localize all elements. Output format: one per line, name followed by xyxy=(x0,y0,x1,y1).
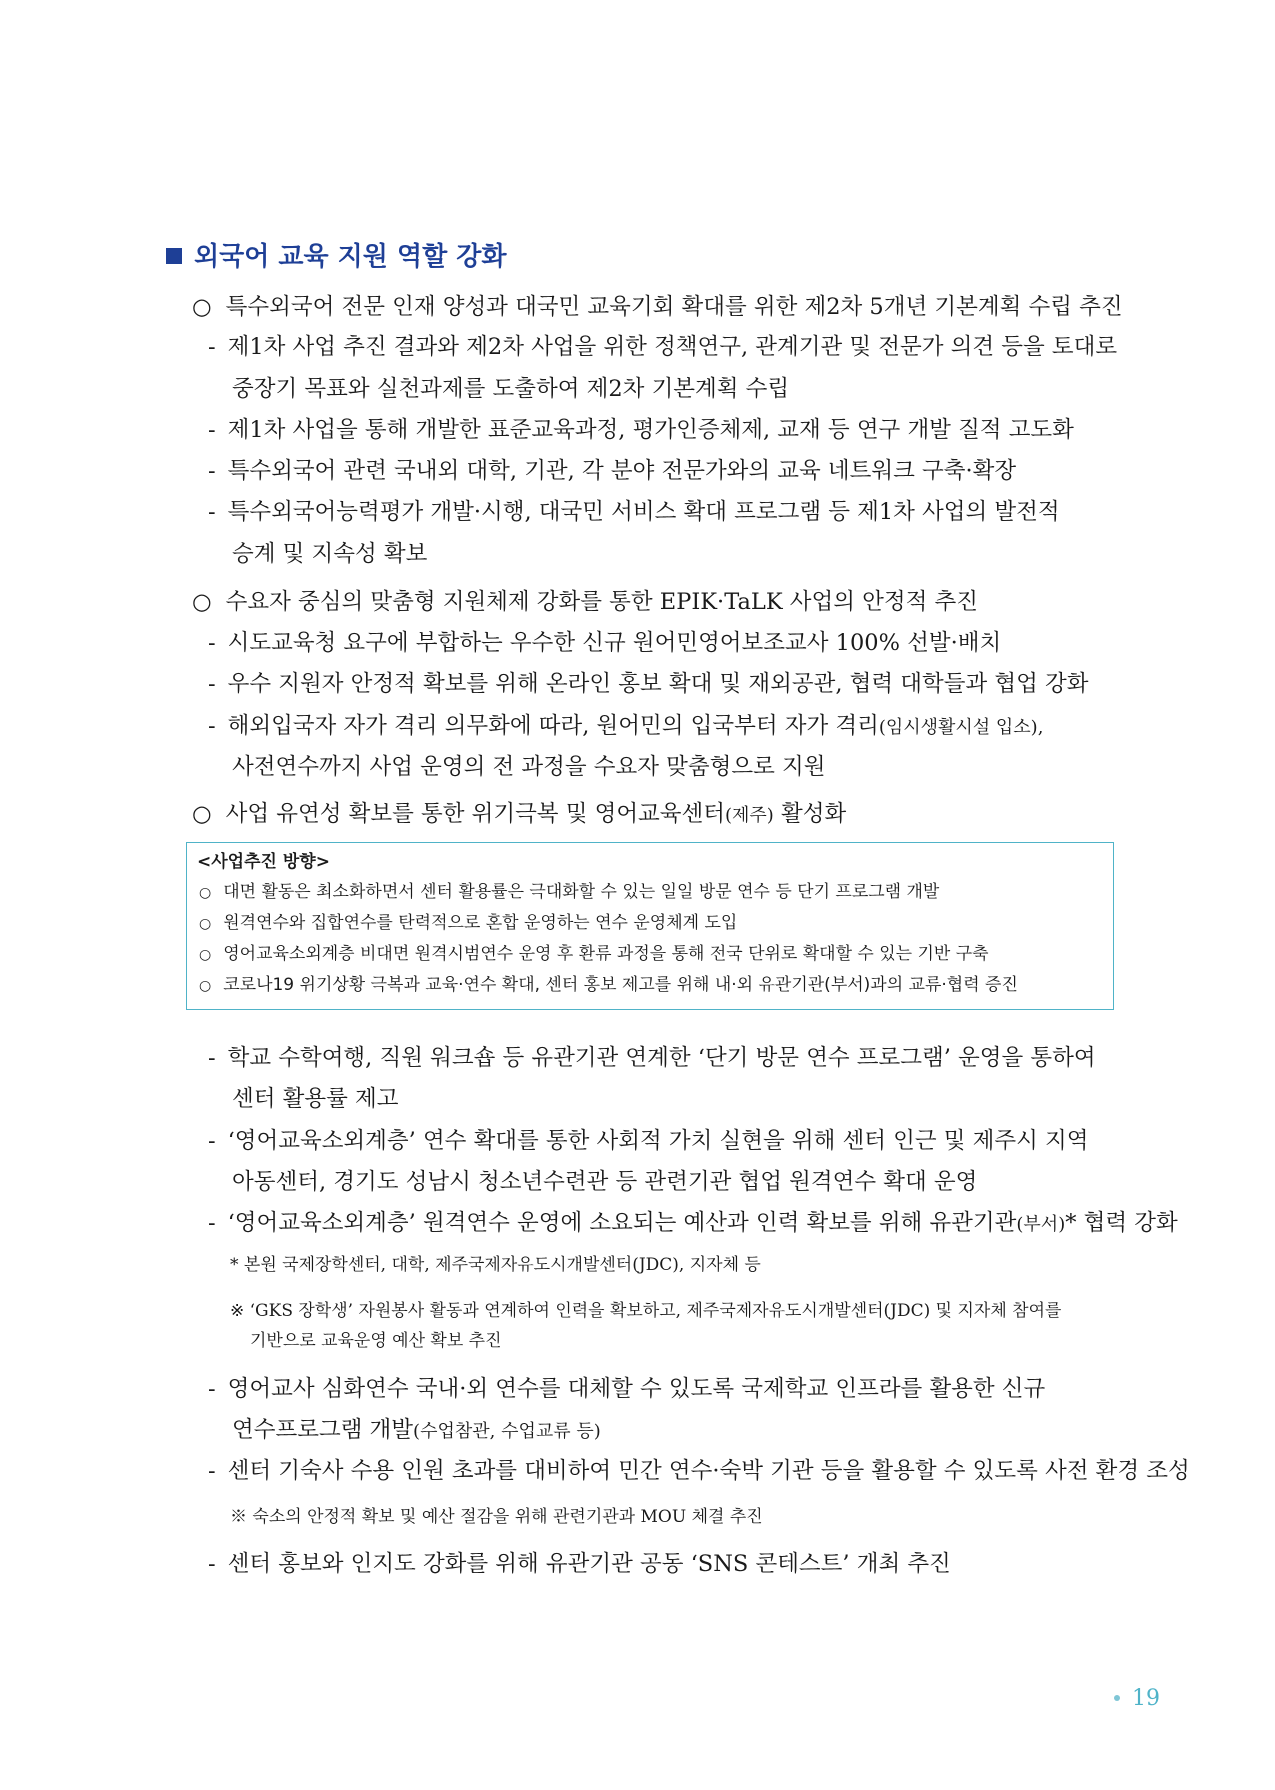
circle-bullet: ○ xyxy=(192,589,212,615)
box-list-item: ○ 영어교육소외계층 비대면 원격시범연수 운영 후 환류 과정을 통해 전국 단위로 확대할 수 있는 기반 구축 xyxy=(199,941,989,968)
direction-box xyxy=(186,842,1114,1010)
dash-item: - 특수외국어 관련 국내외 대학, 기관, 각 분야 전문가와의 교육 네트워크 구축·확장 xyxy=(208,458,1017,484)
circle-bullet: ○ xyxy=(199,978,212,994)
circle-item: ○ 특수외국어 전문 인재 양성과 대국민 교육기회 확대를 위한 제2차 5개년 기본계획 수립 추진 xyxy=(192,294,1123,320)
dash-bullet: - xyxy=(208,1376,216,1402)
page-number: 19 xyxy=(1114,1686,1160,1711)
circle-bullet: ○ xyxy=(192,294,212,320)
circle-bullet: ○ xyxy=(199,947,212,963)
circle-item: ○ 사업 유연성 확보를 통한 위기극복 및 영어교육센터(제주) 활성화 xyxy=(192,801,847,827)
dash-item: - 영어교사 심화연수 국내·외 연수를 대체할 수 있도록 국제학교 인프라를 활용한 신규 xyxy=(208,1376,1046,1402)
dash-bullet: - xyxy=(208,1128,216,1154)
box-list-item: ○ 코로나19 위기상황 극복과 교육·연수 확대, 센터 홍보 제고를 위해 내·외 유관기관(부서)과의 교류·협력 증진 xyxy=(199,972,1018,999)
dash-bullet: - xyxy=(208,1045,216,1071)
circle-bullet: ○ xyxy=(199,916,212,932)
dash-bullet: - xyxy=(208,1458,216,1484)
continuation-line: 연수프로그램 개발(수업참관, 수업교류 등) xyxy=(232,1417,601,1443)
continuation-line: 승계 및 지속성 확보 xyxy=(232,541,428,567)
reference-note: ※ 숙소의 안정적 확보 및 예산 절감을 위해 관련기관과 MOU 체결 추진 xyxy=(230,1507,763,1527)
dash-bullet: - xyxy=(208,417,216,443)
dash-item: - ‘영어교육소외계층’ 연수 확대를 통한 사회적 가치 실현을 위해 센터 인근 및 제주시 지역 xyxy=(208,1128,1089,1154)
dash-item: - 센터 기숙사 수용 인원 초과를 대비하여 민간 연수·숙박 기관 등을 활용할 수 있도록 사전 환경 조성 xyxy=(208,1458,1190,1484)
dash-item: - 특수외국어능력평가 개발·시행, 대국민 서비스 확대 프로그램 등 제1차 사업의 발전적 xyxy=(208,499,1060,525)
reference-marker: ※ xyxy=(230,1301,245,1321)
dash-item: - 해외입국자 자가 격리 의무화에 따라, 원어민의 입국부터 자가 격리(임시생활시설 입소), xyxy=(208,713,1044,739)
circle-bullet: ○ xyxy=(199,885,212,901)
dot-icon xyxy=(1114,1695,1120,1701)
reference-marker: ※ xyxy=(230,1507,247,1527)
dash-item: - 제1차 사업 추진 결과와 제2차 사업을 위한 정책연구, 관계기관 및 전문가 의견 등을 토대로 xyxy=(208,334,1118,360)
box-title: <사업추진 방향> xyxy=(197,852,330,872)
section-title: 외국어 교육 지원 역할 강화 xyxy=(166,236,506,273)
circle-item: ○ 수요자 중심의 맞춤형 지원체제 강화를 통한 EPIK·TaLK 사업의 안정적 추진 xyxy=(192,589,978,615)
continuation-line: 중장기 목표와 실천과제를 도출하여 제2차 기본계획 수립 xyxy=(232,376,790,402)
dash-bullet: - xyxy=(208,458,216,484)
box-list-item: ○ 대면 활동은 최소화하면서 센터 활용률은 극대화할 수 있는 일일 방문 연수 등 단기 프로그램 개발 xyxy=(199,879,939,906)
circle-bullet: ○ xyxy=(192,801,212,827)
dash-item: - 학교 수학여행, 직원 워크숍 등 유관기관 연계한 ‘단기 방문 연수 프로그램’ 운영을 통하여 xyxy=(208,1045,1096,1071)
footnote: * 본원 국제장학센터, 대학, 제주국제자유도시개발센터(JDC), 지자체 등 xyxy=(230,1255,761,1275)
dash-item: - 시도교육청 요구에 부합하는 우수한 신규 원어민영어보조교사 100% 선발·배치 xyxy=(208,630,1002,656)
dash-bullet: - xyxy=(208,671,216,697)
dash-bullet: - xyxy=(208,1551,216,1577)
dash-bullet: - xyxy=(208,499,216,525)
dash-bullet: - xyxy=(208,630,216,656)
continuation-line: 사전연수까지 사업 운영의 전 과정을 수요자 맞춤형으로 지원 xyxy=(232,754,826,780)
box-list-item: ○ 원격연수와 집합연수를 탄력적으로 혼합 운영하는 연수 운영체계 도입 xyxy=(199,910,737,937)
continuation-line: 기반으로 교육운영 예산 확보 추진 xyxy=(250,1331,502,1351)
reference-note: ※ ‘GKS 장학생’ 자원봉사 활동과 연계하여 인력을 확보하고, 제주국제자유도시개발센터(JDC) 및 지자체 참여를 xyxy=(230,1301,1062,1321)
dash-bullet: - xyxy=(208,334,216,360)
dash-bullet: - xyxy=(208,1210,216,1236)
asterisk-marker: * xyxy=(230,1255,239,1275)
continuation-line: 아동센터, 경기도 성남시 청소년수련관 등 관련기관 협업 원격연수 확대 운영 xyxy=(232,1169,978,1195)
dash-item: - 우수 지원자 안정적 확보를 위해 온라인 홍보 확대 및 재외공관, 협력 대학들과 협업 강화 xyxy=(208,671,1089,697)
dash-item: - ‘영어교육소외계층’ 원격연수 운영에 소요되는 예산과 인력 확보를 위해 유관기관(부서)* 협력 강화 xyxy=(208,1210,1178,1236)
continuation-line: 센터 활용률 제고 xyxy=(232,1086,399,1112)
dash-bullet: - xyxy=(208,713,216,739)
square-bullet-icon xyxy=(166,248,182,264)
dash-item: - 센터 홍보와 인지도 강화를 위해 유관기관 공동 ‘SNS 콘테스트’ 개최 추진 xyxy=(208,1551,951,1577)
dash-item: - 제1차 사업을 통해 개발한 표준교육과정, 평가인증체제, 교재 등 연구 개발 질적 고도화 xyxy=(208,417,1074,443)
